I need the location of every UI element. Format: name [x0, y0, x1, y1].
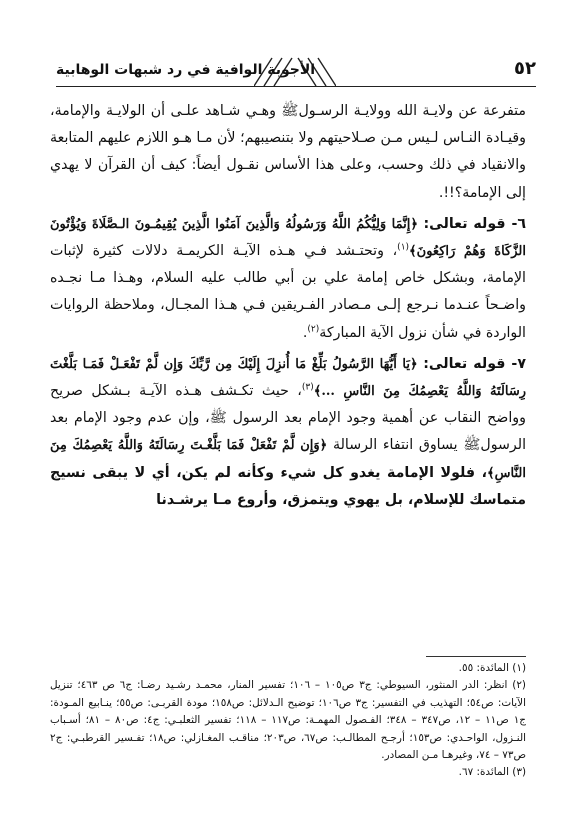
- footnotes: [50, 660, 526, 782]
- paragraph-3-text: ، حيث تكـشف هـذه الآيـة بـشكل صريح وواضح النقاب عن أهمية وجود الإمام بعد الرسول ﷺ، وإن عدم وجود الإمام بعد الرسولﷺ يساوق انتفاء الرسالة: [50, 383, 527, 454]
- paragraph-2-text: ، وتحتـشد فـي هـذه الآيـة الكريمـة دلالات كثيرة لإثبات الإمامة، وبشكل خاص إمامة علي بن أبي طالب عليه السلام، وهـذا مـا نجـده واضـحاً عنـدما نـرجع إلـى مـصادر الفـريقين فـي هـذا المجـال، وملاحظة الروايات الواردة في شأن نزول الآية المباركة: [50, 243, 526, 341]
- page-number: ٥٢: [514, 58, 536, 79]
- running-title: الأجوبة الوافية في رد شبهات الوهابية: [56, 62, 316, 78]
- footnote-item: (١) المائدة: ٥٥.: [458, 662, 526, 674]
- paragraph-3-tail: ، فلولا الإمامة يغدو كل شيء وكأنه لم يكن، أي لا يبقى نسيج متماسك للإسلام، بل يهوي ويتمزق، وأروع مـا يرشـدنا: [50, 464, 526, 508]
- header-rule: [56, 86, 536, 87]
- main-text: [50, 98, 526, 518]
- quran-verse: ﴿وَإِن لَّمْ تَفْعَلْ فَمَا بَلَّغْـتَ رِسَالَتَهُ وَاللَّهُ يَعْصِمُكَ مِنَ النَّاسِ﴾: [50, 438, 526, 481]
- footnote-ref: (٣): [301, 382, 314, 393]
- footnote-item: (٣) المائدة: ٦٧.: [458, 766, 526, 779]
- page-header: [56, 56, 536, 92]
- point-6-label: ٦- قوله تعالى:: [423, 215, 526, 232]
- paragraph-3: [50, 351, 526, 514]
- paragraph-1: متفرعة عن ولايـة الله وولايـة الرسـولﷺ وهـي شـاهد علـى أن الولايـة والإمامة، وقيـادة النـاس لـيس مـن صـلاحيتهم ولا بتنصيبهم؛ لأن مـا هـو اللازم عليهم المتابعة والانقياد في ذلك وحسب، وعلى هذا الأساس نقـول أيضاً: كيف أن القرآن لا يهدي إلى الإمامة؟!!.: [50, 103, 526, 201]
- quran-verse: ﴿إِنَّمَا وَلِيُّكُمُ اللَّهُ وَرَسُولُهُ وَالَّذِينَ آمَنُوا الَّذِينَ يُقِيمُـونَ الـصَّلَاةَ وَيُؤْتُونَ الزَّكَاةَ وَهُمْ رَاكِعُونَ﴾: [50, 216, 526, 260]
- footnote-ref: (٢): [307, 323, 320, 334]
- footnote-ref: (١): [397, 242, 410, 253]
- paragraph-2: ٦- قوله تعالى: ﴿إِنَّمَا وَلِيُّكُمُ اللَّهُ وَرَسُولُهُ وَالَّذِينَ آمَنُوا الَّذِينَ يُقِيمُـونَ الـصَّلَاةَ وَيُؤْتُونَ الزَّكَاةَ وَهُمْ رَاكِعُونَ﴾$^{(١)}$، وتحتـشد فـي هـذه الآيـة الكريمـة دلالات كثيرة لإثبات الإمامة، وبشكل خاص إمامة علي بن أبي طالب عليه السلام، وهـذا مـا نجـده واضـحاً عنـدما نـرجع إلـى مـصادر الفـريقين فـي هـذا المجـال، وملاحظة الروايات الواردة في شأن نزول الآية المباركة$^{(٢)}$.: [50, 215, 526, 341]
- footnote-item: (٢) انظر: الدر المنثور، السيوطي: ج٣ ص١٠٥ – ١٠٦؛ تفسير المنار، محمـد رشـيد رضـا: ج٦ ص ٤٦٣؛ تنزيل الآيات: ص٥٤؛ التهذيب في التفسير: ج٣ ص١٠٦؛ توضيح الـدلائل: ص١٥٨؛ مودة القربـى: ص٥٥؛ ينـابيع المـودة: ج١ ص١١ – ١٢، ص٣٤٧ – ٣٤٨؛ الفـصول المهمـة: ص١١٧ – ١١٨؛ تفسير الثعلبـي: ج٤: ص٨٠ – ٨١؛ أسـباب النـزول، الواحـدي: ص١٥٣؛ أرجـح المطالـب: ص٦٧، ص٢٠٣؛ مناقـب المغـازلي: ص١٨؛ تفـسير القرطبـي: ج٢ ص٧٣ – ٧٤، وغيرهـا مـن المصادر.: [50, 679, 527, 762]
- quran-verse: ﴿يَا أَيُّهَا الرَّسُولُ بَلِّغْ مَا أُنزِلَ إِلَيْكَ مِن رَّبِّكَ وَإِن لَّمْ تَفْعَـلْ فَمَـا بَلَّغْتَ رِسَالَتَهُ وَاللَّهُ يَعْصِمُكَ مِنَ النَّاسِ ...﴾: [50, 356, 526, 400]
- point-7-label: ٧- قوله تعالى:: [423, 355, 526, 372]
- footnote-separator: [426, 656, 526, 657]
